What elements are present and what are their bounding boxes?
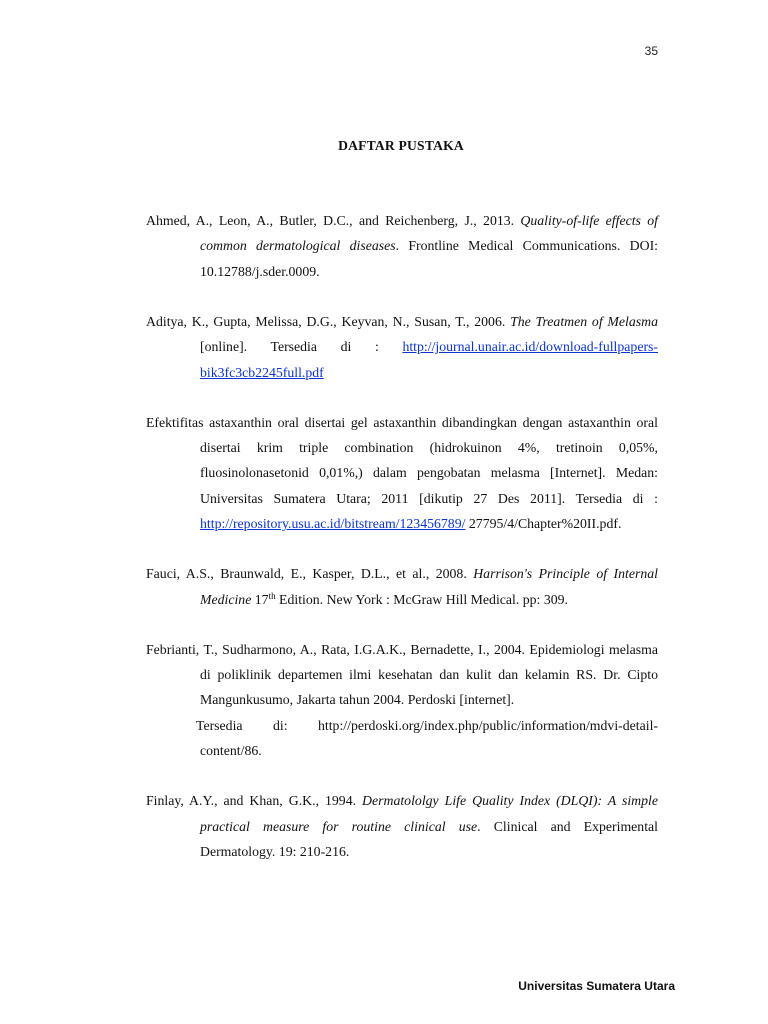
reference-title: The Treatmen of Melasma	[510, 313, 658, 329]
reference-authors: Aditya, K., Gupta, Melissa, D.G., Keyvan, N., Susan, T., 2006.	[146, 313, 511, 329]
reference-item	[146, 410, 658, 537]
reference-title: Harrison's Principle of Internal Medicine	[200, 566, 658, 607]
reference-source: Tersedia di: http://perdoski.org/index.php/public/information/mdvi-detail-content/86.	[196, 717, 658, 759]
reference-source: . Clinical and Experimental Dermatology. 19: 210-216.	[200, 818, 658, 860]
reference-text: Febrianti, T., Sudharmono, A., Rata, I.G.A.K., Bernadette, I., 2004. Epidemiologi melasma di poliklinik departemen ilmi kesehatan dan kulit dan kelamin RS. Dr. Cipto Mangunkusumo, Jakarta tahun 2004. Perdoski [internet].	[146, 641, 658, 708]
reference-superscript: th	[268, 590, 276, 601]
reference-item	[146, 561, 658, 612]
reference-title: Quality-of-life effects of common dermatological diseases	[200, 213, 658, 254]
page-title: DAFTAR PUSTAKA	[338, 138, 464, 153]
reference-item	[146, 208, 658, 284]
reference-source: Edition. New York : McGraw Hill Medical. pp: 309.	[275, 591, 568, 607]
reference-source: [online]. Tersedia di :	[200, 339, 403, 355]
reference-source: . Frontline Medical Communications. DOI: 10.12788/j.sder.0009.	[200, 238, 658, 279]
reference-link[interactable]: http://repository.usu.ac.id/bitstream/123456789/	[200, 516, 466, 532]
reference-edition: 17	[251, 591, 269, 607]
reference-authors: Finlay, A.Y., and Khan, G.K., 1994.	[146, 793, 363, 809]
reference-link[interactable]: http://journal.unair.ac.id/download-fullpapers-bik3fc3cb2245full.pdf	[200, 339, 658, 380]
footer-university: Universitas Sumatera Utara	[518, 979, 675, 993]
reference-item	[146, 309, 658, 385]
reference-title: Dermatololgy Life Quality Index (DLQI): A simple practical measure for routine clinical use	[200, 793, 658, 834]
reference-text: Efektifitas astaxanthin oral disertai gel astaxanthin dibandingkan dengan astaxanthin oral disertai krim triple combination (hidrokuinon 4%, tretinoin 0,05%, fluosinolonasetonid 0,01%,) dalam pengobatan melasma [Internet]. Medan: Universitas Sumatera Utara; 2011 [dikutip 27 Des 2011]. Tersedia di :	[146, 414, 658, 506]
reference-authors: Ahmed, A., Leon, A., Butler, D.C., and Reichenberg, J., 2013.	[146, 213, 521, 228]
reference-authors: Fauci, A.S., Braunwald, E., Kasper, D.L., et al., 2008.	[146, 566, 474, 582]
reference-item	[146, 788, 658, 864]
reference-list	[146, 208, 658, 865]
reference-source: 27795/4/Chapter%20II.pdf.	[468, 516, 622, 532]
page-number: 35	[644, 44, 658, 58]
reference-item	[146, 637, 658, 764]
